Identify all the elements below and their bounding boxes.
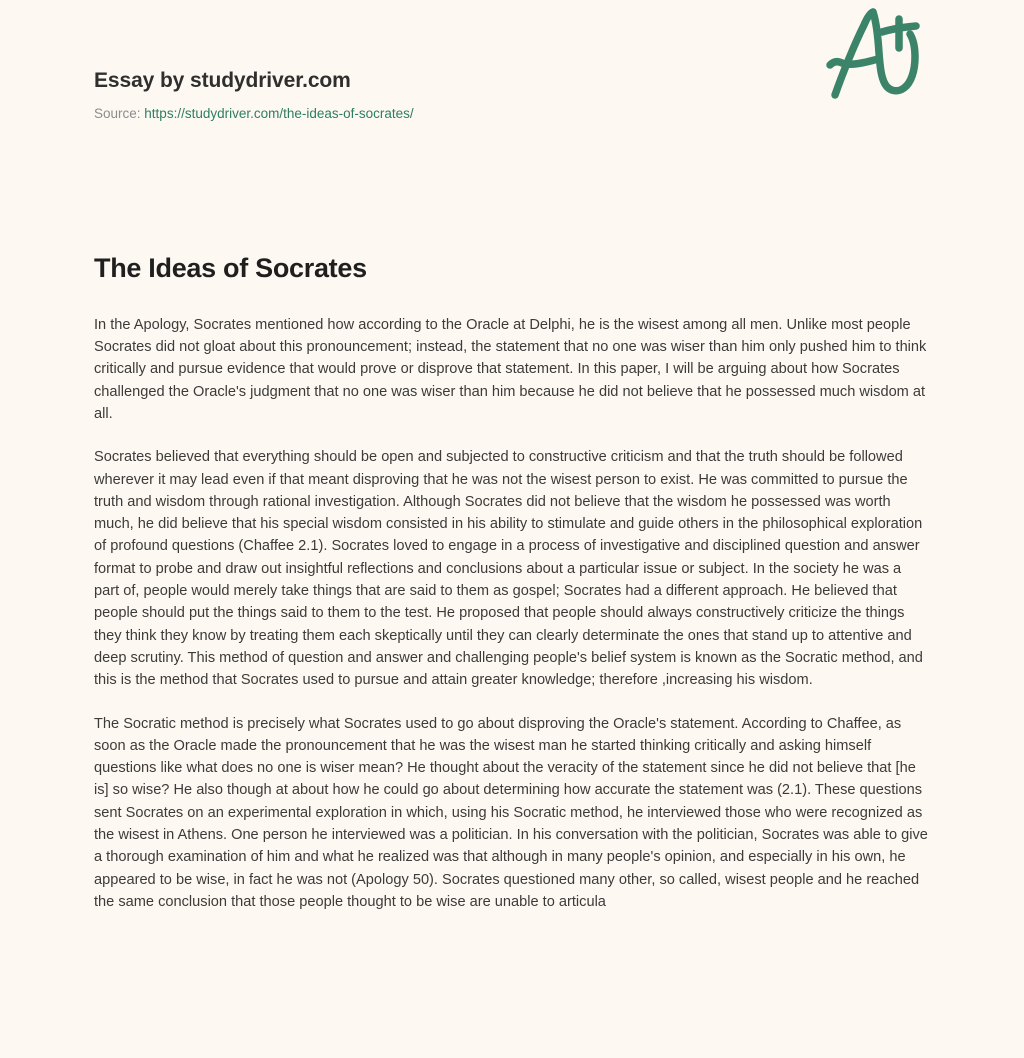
paragraph: In the Apology, Socrates mentioned how according to the Oracle at Delphi, he is the wisest among all men. Unlike most people Socrates did not gloat about this pronouncement; instead, the statement that no one was wiser than him only pushed him to think critically and pursue evidence that would prove or disprove that statement. In this paper, I will be arguing about how Socrates challenged the Oracle's judgment that no one was wiser than him because he did not believe that he possessed much wisdom at all. [94, 316, 927, 422]
source-label: Source: [94, 106, 141, 122]
site-title: Essay by studydriver.com [94, 69, 351, 92]
paragraph: Socrates believed that everything should be open and subjected to constructive criticism and that the truth should be followed wherever it may lead even if that meant disproving that he was not the wisest person to exist. He was committed to pursue the truth and wisdom through rational investigation. Although Socrates did not believe that the wisdom he possessed was worth much, he did believe that his special wisdom consisted in his ability to stimulate and guide others in the philosophical exploration of profound questions (Chaffee 2.1). Socrates loved to engage in a process of investigative and disciplined question and answer format to probe and draw out insightful reflections and conclusions about a particular issue or subject. In the society he was a part of, people would merely take things that are said to them as gospel; Socrates had a different approach. He believed that people should put the things said to them to the test. He proposed that people should always constructively criticize the things they think they know by treating them each skeptically until they can clearly determinate the ones that stand up to attentive and deep scrutiny. This method of question and answer and challenging people's belief system is known as the Socratic method, and this is the method that Socrates used to pursue and attain greater knowledge; therefore ,increasing his wisdom. [94, 449, 923, 689]
article-body [94, 286, 930, 913]
paragraph: The Socratic method is precisely what Socrates used to go about disproving the Oracle's statement. According to Chaffee, as soon as the Oracle made the pronouncement that he was the wisest man he started thinking critically and asking himself questions like what does no one is wiser mean? He thought about the veracity of the statement since he did not believe that [he is] so wise? He also though at about how he could go about determining how accurate the statement was (2.1). These questions sent Socrates on an experimental exploration in which, using his Socratic method, he interviewed those who were recognized as the wisest in Athens. One person he interviewed was a politician. In his conversation with the politician, Socrates was able to give a thorough examination of him and what he realized was that although in many people's opinion, and especially in his own, he appeared to be wise, in fact he was not (Apology 50). Socrates questioned many other, so called, wisest people and he reached the same conclusion that those people thought to be wise are unable to articula [94, 715, 928, 910]
page-header [94, 0, 930, 122]
page-title: The Ideas of Socrates [94, 253, 367, 283]
source-line [94, 106, 930, 122]
source-url-link[interactable]: https://studydriver.com/the-ideas-of-socrates/ [144, 106, 414, 122]
a-plus-logo-icon [820, 3, 924, 101]
